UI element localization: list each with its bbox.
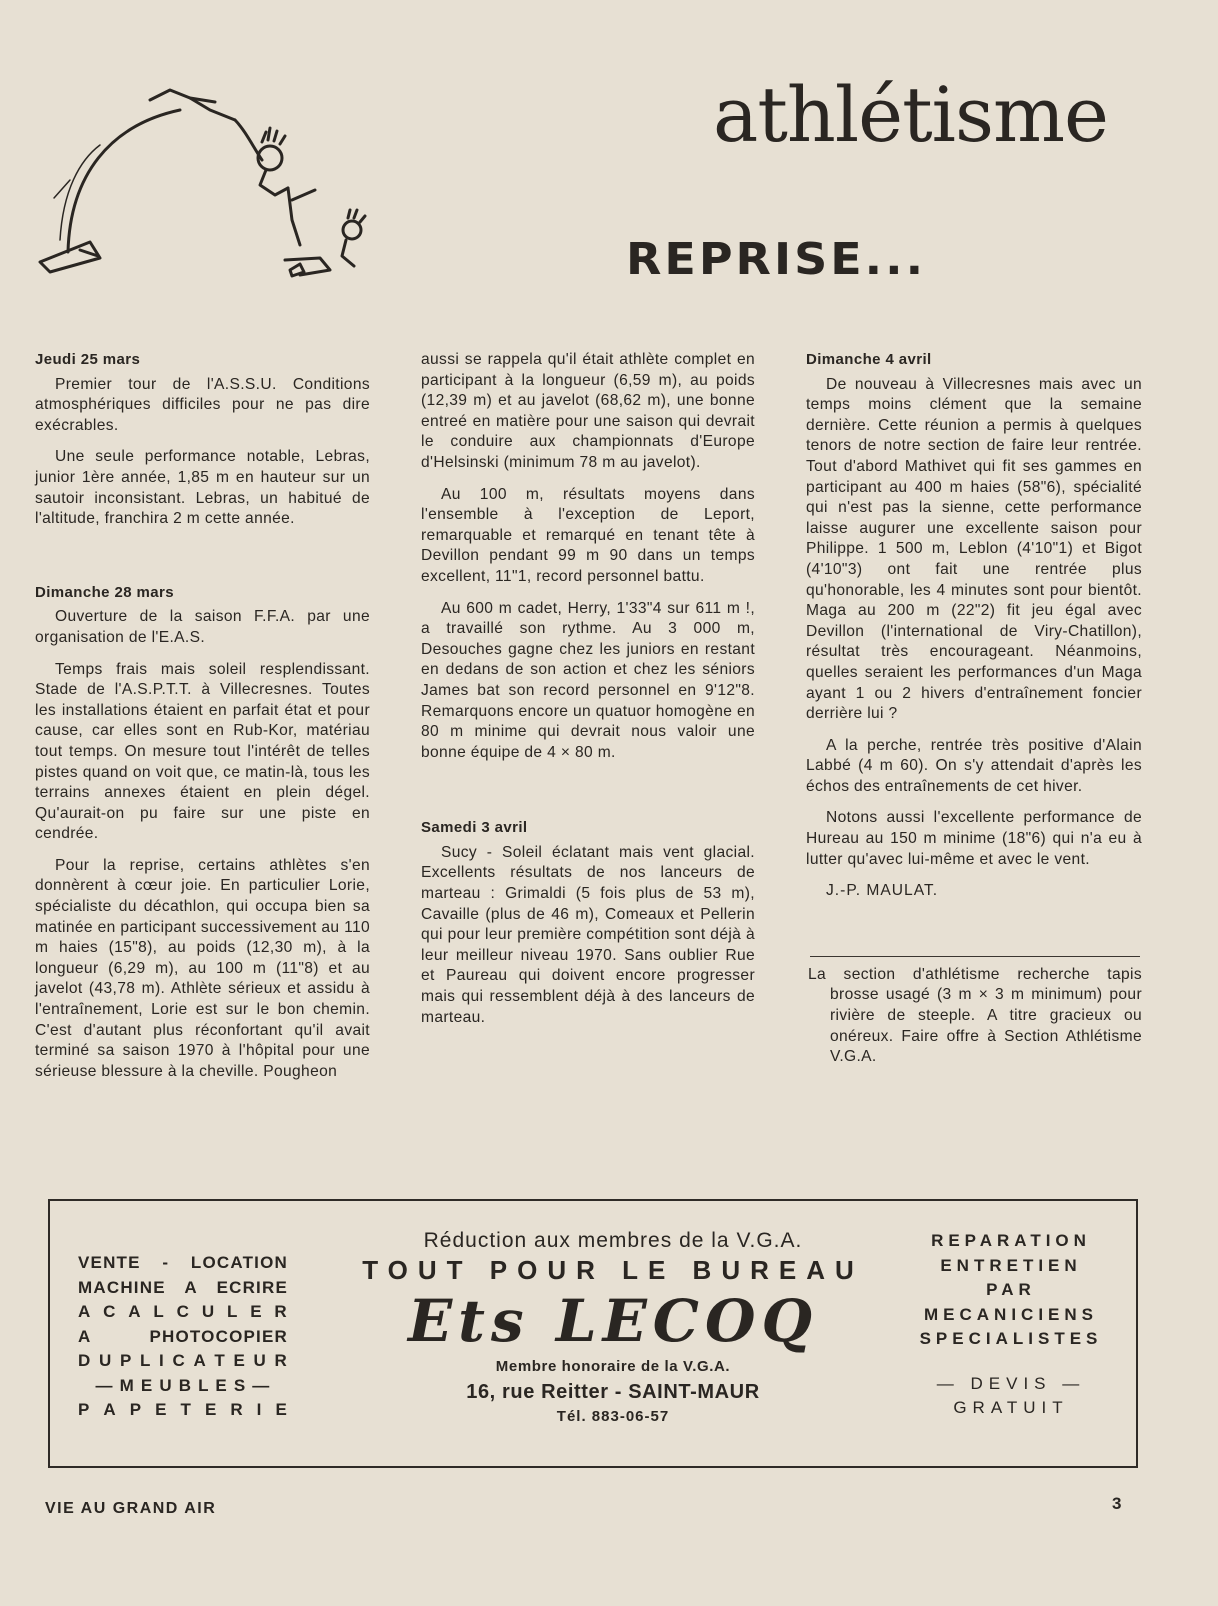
paragraph: Temps frais mais soleil resplendissant. Stade de l'A.S.P.T.T. à Villecresnes. Toutes les installations étaient en parfait état et pour cause, car elles sont en Rub-Kor, matériau tout temps. On mesure tout l'intérêt de telles pistes quand on voit que, ce matin-là, tous les terrains annexes étaient en plein dégel. Qu'aurait-on pu faire sur une piste en cendrée. — [35, 660, 370, 843]
ad-address: 16, rue Reitter - SAINT-MAUR — [466, 1381, 760, 1403]
advertisement-box — [48, 1199, 1138, 1468]
section-title: athlétisme — [713, 70, 1108, 159]
ad-left-word: D — [78, 1351, 92, 1370]
ad-left-word: I — [256, 1400, 263, 1419]
ad-right-line: SPECIALISTES — [919, 1329, 1103, 1348]
paragraph: Sucy - Soleil éclatant mais vent glacial. Excellents résultats de nos lanceurs de marteau : Grimaldi (5 fois plus de 53 m), Cavaille (plus de 46 m), Comeaux et Pellerin qui pour leur première compétition sont déjà à leur meilleur niveau 1970. Sans oublier Rue et Paureau qui doivent encore progresser mais qui ressemblent déjà à des lanceurs de marteau. — [421, 843, 755, 1026]
article-column-1 — [35, 350, 370, 1093]
ad-left-word: L — [139, 1351, 152, 1370]
ad-left-word: P — [78, 1400, 91, 1419]
ad-tagline: TOUT POUR LE BUREAU — [362, 1255, 864, 1285]
ad-left-word: R — [230, 1400, 244, 1419]
ad-left-column — [78, 1251, 288, 1423]
ad-left-word: T — [214, 1351, 226, 1370]
ad-left-word: E — [204, 1400, 218, 1419]
paragraph: Notons aussi l'excellente performance de Hureau au 150 m minime (18"6) qui n'a eu à lutter qu'avec lui-même et avec le vent. — [806, 809, 1142, 868]
ad-member-text: Membre honoraire de la V.G.A. — [495, 1358, 731, 1375]
ad-telephone: Tél. 883-06-57 — [556, 1408, 670, 1425]
paragraph: Premier tour de l'A.S.S.U. Conditions atmosphériques difficiles pour ne pas dire exécrables. — [35, 375, 370, 434]
ad-left-line — [78, 1300, 288, 1325]
classified-note: La section d'athlétisme recherche tapis brosse usagé (3 m × 3 m minimum) pour rivière de steeple. A titre gracieux ou onéreux. Faire offre à Section Athlétisme V.G.A. — [808, 965, 1142, 1066]
ad-left-line — [78, 1251, 288, 1276]
ad-left-word: A — [184, 1277, 198, 1297]
ad-right-line: ENTRETIEN — [940, 1255, 1082, 1275]
article-headline: REPRISE... — [626, 233, 927, 285]
ad-left-word: A — [193, 1351, 207, 1370]
ad-left-word: C — [172, 1351, 186, 1370]
paragraph: aussi se rappela qu'il était athlète complet en participant à la longueur (6,59 m), au poids (12,39 m) et au javelot (68,62 m), une bonne entreé en matière pour une saison qui devrait le conduire aux championnats d'Europe d'Helsinski (minimum 78 m au javelot). — [421, 351, 755, 471]
article-column-3 — [806, 350, 1142, 1079]
ad-company-name: Ets LECOQ — [407, 1287, 819, 1355]
pole-vaulter-illustration — [30, 80, 380, 295]
ad-devis: — DEVIS — — [936, 1373, 1086, 1393]
ad-left-word: LOCATION — [190, 1253, 288, 1272]
ad-left-word: ECRIRE — [216, 1277, 288, 1297]
ad-left-word: A — [103, 1400, 117, 1419]
ad-left-line — [78, 1349, 288, 1374]
ad-left-word: U — [201, 1302, 216, 1321]
ad-left-word: E — [250, 1302, 263, 1321]
ad-left-word: I — [159, 1351, 165, 1370]
ad-left-word: A — [78, 1302, 92, 1321]
ad-left-word: MACHINE — [78, 1277, 166, 1297]
ad-left-word: T — [180, 1400, 193, 1419]
paragraph: Pour la reprise, certains athlètes s'en donnèrent à cœur joie. En particulier Lorie, spécialiste du décathlon, qui occupa bien sa matinée en participant successivement au 110 m haies (15"8), au poids (12,30 m), à la longueur (6,29 m), au 100 m (11"8) et au javelot (43,78 m). Athlète sérieux et assidu à l'entraînement, Lorie est sur le bon chemin. C'est d'autant plus réconfortant qu'il avait terminé sa saison 1970 à l'hôpital pour une sérieuse blessure à la cheville. Pougheon — [35, 856, 370, 1080]
ad-left-word: — M E U B L E S — — [95, 1375, 271, 1395]
ad-left-line — [78, 1398, 288, 1423]
paragraph: De nouveau à Villecresnes mais avec un temps moins clément que la semaine dernière. Cette réunion a permis à quelques tenors de notre section de faire leur rentrée. Tout d'abord Mathivet qui fit ses gammes en participant au 400 m haies (58"6), spécialité qui n'est pas la sienne, cette performance laisse augurer une excellente saison pour Philippe. 1 500 m, Leblon (4'10"1) et Bigot (4'10"3) ont fait une rentrée plus qu'honorable, les 4 minutes sont pour bientôt. Maga au 200 m (22"2) fit jeu égal avec Devillon (l'international de Viry-Chatillon), résultat très encourageant. Néanmoins, quelles seraient les performances d'un Maga ayant 1 ou 2 hivers d'entraînement foncier derrière lui ? — [806, 375, 1142, 723]
date-heading: Jeudi 25 mars — [35, 351, 141, 368]
ad-left-word: E — [275, 1400, 288, 1419]
ad-left-line — [78, 1374, 288, 1399]
ad-left-word: P — [119, 1351, 133, 1370]
ad-center-column — [328, 1229, 898, 1425]
ad-left-word: E — [233, 1351, 247, 1370]
ad-left-word: C — [176, 1302, 191, 1321]
paragraph: Au 100 m, résultats moyens dans l'ensemble à l'exception de Leport, remarquable et remarqué en tenant tête à Devillon pendant 99 m 90 dans un temps excellent, 11"1, record personnel battu. — [421, 485, 755, 585]
date-heading: Samedi 3 avril — [421, 819, 528, 837]
ad-left-word: L — [153, 1302, 166, 1321]
paragraph: A la perche, rentrée très positive d'Alain Labbé (4 m 60). On s'y attendait d'après les échos des entraînements de cet hiver. — [806, 736, 1142, 795]
ad-left-word: C — [103, 1302, 117, 1321]
ad-left-word: A — [78, 1326, 92, 1346]
page-number: 3 — [1112, 1494, 1122, 1513]
ad-left-line — [78, 1276, 288, 1301]
magazine-name: VIE AU GRAND AIR — [45, 1500, 217, 1517]
ad-border-right — [1136, 1201, 1138, 1466]
ad-left-word: U — [253, 1351, 267, 1370]
ad-left-word: A — [128, 1302, 142, 1321]
article-column-2 — [421, 350, 755, 1039]
paragraph: Ouverture de la saison F.F.A. par une organisation de l'E.A.S. — [35, 608, 370, 646]
ad-left-word: PHOTOCOPIER — [149, 1326, 288, 1346]
author-signature: J.-P. MAULAT. — [826, 882, 939, 900]
ad-right-line: MECANICIENS — [923, 1304, 1098, 1324]
ad-border-left — [48, 1201, 50, 1466]
ad-left-word: VENTE — [78, 1253, 141, 1272]
ad-left-line — [78, 1325, 288, 1350]
ad-right-line: REPARATION — [931, 1231, 1091, 1250]
ad-right-column — [906, 1229, 1116, 1421]
ad-left-word: R — [274, 1351, 288, 1370]
date-heading: Dimanche 28 mars — [35, 583, 174, 601]
paragraph: Au 600 m cadet, Herry, 1'33"4 sur 611 m !, a travaillé son rythme. Au 3 000 m, Desouches gagne chez les juniors en restant en dedans de son action et chez les séniors James bat son record personnel en 9'12"8. Remarquons encore un quatuor homogène en 80 m minime qui devrait nous valoir une bonne équipe de 4 × 80 m. — [421, 599, 755, 761]
ad-gratuit: GRATUIT — [953, 1398, 1069, 1417]
ad-left-word: R — [274, 1302, 288, 1321]
ad-left-word: - — [162, 1253, 170, 1272]
ad-left-word: U — [98, 1351, 113, 1370]
ad-left-word: E — [155, 1400, 168, 1419]
ad-left-word: P — [129, 1400, 143, 1419]
ad-reduction-text: Réduction aux membres de la V.G.A. — [423, 1229, 803, 1252]
paragraph: Une seule performance notable, Lebras, junior 1ère année, 1,85 m en hauteur sur un sautoir inconsistant. Lebras, un habitué de l'altitude, franchira 2 m cette année. — [35, 448, 370, 528]
ad-right-line: PAR — [986, 1280, 1036, 1299]
ad-left-word: L — [226, 1302, 239, 1321]
divider — [810, 956, 1140, 957]
date-heading: Dimanche 4 avril — [806, 351, 932, 368]
